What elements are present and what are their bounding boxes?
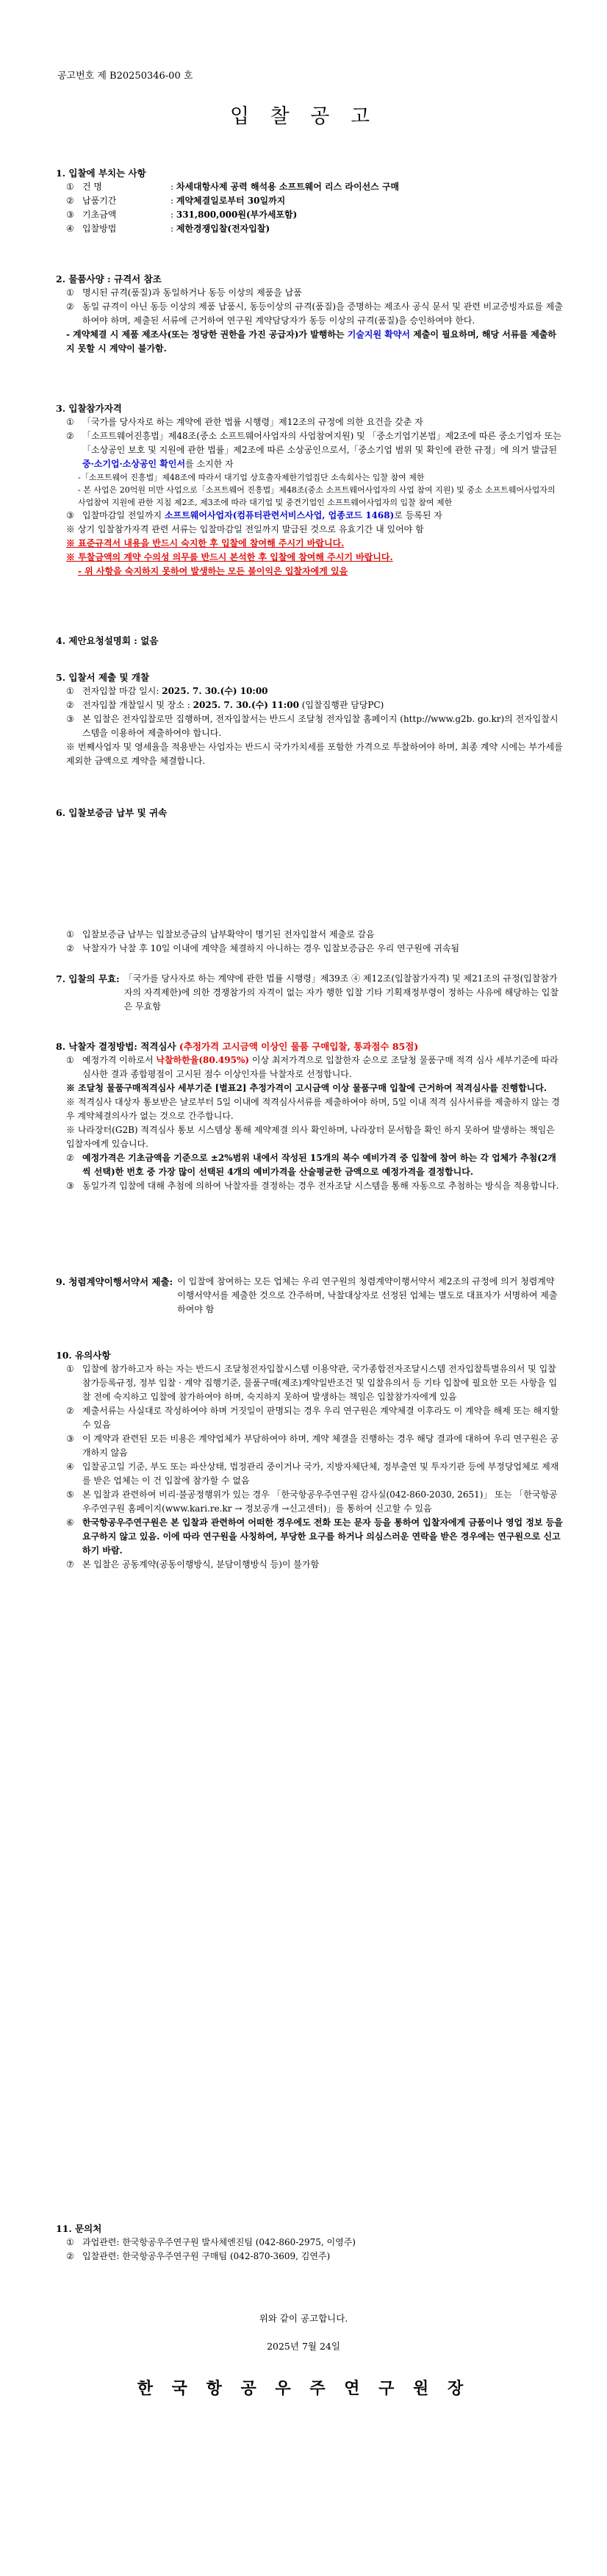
notice-date: 2025년 7월 24일 xyxy=(267,2341,340,2352)
notice-number: 공고번호 제 B20250346-00 호 xyxy=(57,71,193,82)
award-note: ※ 적격심사 대상자 통보받은 날로부터 5일 이내에 적격심사서류를 제출하여야 하며, 5일 이내 적격 심사서류를 제출하지 않는 경우 계약체결의사가 없는 것으로 간주합니다. xyxy=(66,1097,560,1121)
item-value: 차세대항사제 공력 해석용 소프트웨어 리스 라이선스 구매 xyxy=(176,182,400,192)
warning-spec: ※ 표준규격서 내용을 반드시 숙지한 후 입찰에 참여해 주시기 바랍니다. xyxy=(66,538,345,548)
integrity-text: 이 입찰에 참여하는 모든 업체는 우리 연구원의 청렴계약이행서약서 제2조의 규정에 의거 청렴계약이행서약서를 제출한 것으로 간주하며, 낙찰대상자로 선정된 업체는 별도로 대표자가 서명하여 제출하여야 함 xyxy=(177,1276,558,1314)
item-mark: ① xyxy=(66,182,74,192)
deposit-item: 낙찰자가 낙찰 후 10일 이내에 계약을 체결하지 아니하는 경우 입찰보증금은 우리 연구원에 귀속됨 xyxy=(82,943,460,954)
award-item-2: 예정가격은 기초금액을 기준으로 ±2%범위 내에서 작성된 15개의 복수 예비가격 중 입찰에 참여 하는 각 업체가 추첨(2개씩 선택)한 번호 중 가장 많이 선택된 4개의 예비가격을 산술평균한 금액으로 예정가격을 결정합니다. xyxy=(82,1153,556,1177)
award-note: ※ 조달청 물품구매적격심사 세부기준 [별표2] 추정가격이 고시금액 이상 물품구매 입찰에 근거하여 적격심사를 진행합니다. xyxy=(66,1083,547,1093)
eligibility-sub-note: - 본 사업은 20억원 미만 사업으로「소프트웨어 진흥법」제48조(중소 소프트웨어사업자의 사업 참여 지원) 및 중소 소프트웨어사업자의 사업참여 지원에 관한 지침 제2조, 제3조에 따라 대기업 및 중견기업인 소프트웨어사업자의 입찰 참여 제한 xyxy=(78,485,556,507)
contact-item: 과업관련: 한국항공우주연구원 발사체엔진팀 (042-860-2975, 이영주) xyxy=(82,2237,356,2247)
tech-support-note: - 계약체결 시 제품 제조사(또는 정당한 권한을 가진 공급자)가 발행하는 기술지원 확약서 제출이 필요하며, 해당 서류를 제출하지 못할 시 계약이 불가함. xyxy=(66,329,556,354)
deposit-item: 입찰보증금 납부는 입찰보증금의 납부확약이 명기된 전자입찰서 제출로 갈음 xyxy=(82,929,375,940)
item-key: 기초금액 xyxy=(82,210,117,220)
item-text: 동일 규격이 아닌 동등 이상의 제품 납품시, 동등이상의 규격(품질)을 증명하는 제조사 공식 문서 및 관련 비교증빙자료를 제출 하여야 하며, 제출된 서류에 근거하여 연구원 계약담당자가 동등 이상의 규격(품질)을 승인하여야 한다. xyxy=(82,301,563,326)
section-heading: 11. 문의처 xyxy=(56,2223,102,2234)
signature: 한 국 항 공 우 주 연 구 원 장 xyxy=(137,2379,470,2398)
vat-note: ※ 번째사업자 및 영세율을 적용받는 사업자는 반드시 국가가치세를 포함한 가격으로 투찰하여야 하며, 최종 계약 시에는 부가세를 제외한 금액으로 계약을 체결합니다. xyxy=(66,742,563,766)
item-mark: ③ xyxy=(66,210,74,220)
section-eligibility: 3. 입찰참가자격 ① 「국가를 당사자로 하는 계약에 관한 법률 시행령」제12조의 규정에 의한 요건을 갖춘 자 ② 「소프트웨어진흥법」제48조(중소 소프트웨어사업자의 사업참여지원) 및 「중소기업기본법」제2조에 따른 중소기업자 또는「소상공인 보호 및 지원에 관한 법률」제2조에 따른 소상공인으로서,「중소기업 범위 및 확인에 관한 규정」에 의거 발급된 중·소기업·소상공인 확인서를 소지한 자 -「소프트웨어 진흥법」제48조에 따라서 대기업 상호출자제한기업집단 소속회사는 입찰 참여 제한 - 본 사업은 20억원 미만 사업으로「소프트웨어 진흥법」제48조(중소 소프트웨어사업자의 사업 참여 지원) 및 중소 소프트웨어사업자의 사업참여 지원에 관한 지침 제2조, 제3조에 따라 대기업 및 중견기업인 소프트웨어사업자의 입찰 참여 제한 ③ 입찰마감일 전일까지 소프트웨어사업자(컴퓨터관련서비스사업, 업종코드 1468)로 등록된 자 ※ 상기 입찰참가자격 관련 서류는 입찰마감일 전일까지 발급된 것으로 유효기간 내 있어야 함 ※ 표준규격서 내용을 반드시 숙지한 후 입찰에 참여해 주시기 바랍니다. ※ 투찰금액의 계약 수의성 의무를 반드시 본석한 후 입찰에 참여해 주시기 바랍니다. - 위 사항을 숙지하지 못하여 발생하는 모든 불이익은 입찰자에게 있음 xyxy=(56,401,563,579)
section-bid-items: 1. 입찰에 부치는 사항 ① 건 명 : 차세대항사제 공력 해석용 소프트웨어 리스 라이선스 구매 ② 납품기간 : 계약체결일로부터 30일까지 ③ 기초금액 : 331,800,000원(부가세포함) ④ 입찰방법 : 제한경쟁입찰(전자입찰) xyxy=(56,166,563,236)
section-heading: 3. 입찰참가자격 xyxy=(56,403,122,414)
caution-item-fraud: 한국항공우주연구원은 본 입찰과 관련하여 어떠한 경우에도 전화 또는 문자 등을 통하여 입찰자에게 금품이나 영업 정보 등을 요구하지 않고 있음. 이에 따라 연구원을 사칭하여, 부당한 요구를 하거나 의심스러운 연락을 받은 경우에는 연구원으로 신고하기 바람. xyxy=(82,1517,563,1556)
page-title: 입 찰 공 고 xyxy=(229,105,378,128)
eligibility-note: ※ 상기 입찰참가자격 관련 서류는 입찰마감일 전일까지 발급된 것으로 유효기간 내 있어야 함 xyxy=(66,524,424,534)
section-heading: 7. 입찰의 무효: xyxy=(56,973,120,984)
item-mark: ① xyxy=(66,287,74,298)
section-spec xyxy=(56,272,563,356)
eligibility-item-1: 「국가를 당사자로 하는 계약에 관한 법률 시행령」제12조의 규정에 의한 요건을 갖춘 자 xyxy=(82,417,423,427)
section-heading: 5. 입찰서 제출 및 개찰 xyxy=(56,672,150,683)
award-note: ※ 나라장터(G2B) 적격심사 통보 시스템상 통해 제약제결 의사 확인하며, 나라장터 문서함을 확인 하지 못하여 발생하는 책임은 입찰자에게 있습니다. xyxy=(66,1125,555,1149)
award-item-3: 동일가격 입찰에 대해 추첨에 의하여 낙찰자를 결정하는 경우 전자조달 시스템을 통해 자동으로 추첨하는 방식을 적용합니다. xyxy=(82,1181,559,1191)
deadline: 전자입찰 마감 일시: 2025. 7. 30.(수) 10:00 xyxy=(82,686,268,696)
caution-item: 입찰에 참가하고자 하는 자는 반드시 조달청전자입찰시스템 이용약관, 국가종합전자조달시스템 전자입찰특별유의서 및 입찰참가등록규정, 정부 입찰 · 계약 집행기준, 물품구매(제조)계약일반조건 및 입찰유의서 등 기타 입찰에 필요한 모든 사항을 입찰 전에 숙지하고 입찰에 참가하여야 하며, 숙지하지 못하여 발생하는 책임은 입찰참가자에게 있음 xyxy=(82,1364,558,1402)
eligibility-sub-note: -「소프트웨어 진흥법」제48조에 따라서 대기업 상호출자제한기업집단 소속회사는 입찰 참여 제한 xyxy=(78,473,425,482)
item-value: 계약체결일로부터 30일까지 xyxy=(176,196,286,206)
tech-support-highlight: 기술지원 확약서 xyxy=(347,329,411,340)
caution-item: 입찰공고일 기준, 부도 또는 파산상태, 법정관리 중이거나 국가, 지방자체단체, 정부출연 및 투자기관 등에 부정당업체로 제재를 받은 업체는 이 건 입찰에 참가할 수 없음 xyxy=(82,1461,559,1486)
caution-item: 이 계약과 관련된 모든 비용은 계약업체가 부담하여야 하며, 계약 체결을 진행하는 경우 해당 결과에 대하여 우리 연구원은 공개하지 않음 xyxy=(82,1434,559,1458)
section-submission: 5. 입찰서 제출 및 개찰 ① 전자입찰 마감 일시: 2025. 7. 30.(수) 10:00 ② 전자입찰 개찰일시 및 장소 : 2025. 7. 30.(수) 11:00 (입찰집행관 담당PC) ③ 본 입찰은 전자입찰로만 집행하며, 전자입찰서는 반드시 조달청 전자입찰 홈페이지 (http://www.g2b. go.kr)의 전자입찰시스템을 이용하여 제출하여야 합니다. ※ 번째사업자 및 영세율을 적용받는 사업자는 반드시 국가가치세를 포함한 가격으로 투찰하여야 하며, 최종 계약 시에는 부가세를 제외한 금액으로 계약을 체결합니다. xyxy=(56,670,563,768)
section-heading: 9. 청렴계약이행서약서 제출: xyxy=(56,1276,173,1287)
section-invalid xyxy=(56,972,563,1014)
section-heading: 4. 제안요청설명회 : 없음 xyxy=(56,635,159,646)
section-heading: 1. 입찰에 부치는 사항 xyxy=(56,168,146,179)
warning-liability: - 위 사항을 숙지하지 못하여 발생하는 모든 불이익은 입찰자에게 있음 xyxy=(78,566,348,576)
invalid-text: 「국가를 당사자로 하는 계약에 관한 법률 시행령」제39조 ④ 제12조(입찰참가자격) 및 제21조의 규정(입찰참가자의 자격제한)에 의한 경쟁참가의 자격이 없는 자가 행한 입찰 기타 기획재정부령이 정하는 사유에 해당하는 입찰은 무효함 xyxy=(123,973,559,1012)
submission-note: 본 입찰은 전자입찰로만 집행하며, 전자입찰서는 반드시 조달청 전자입찰 홈페이지 (http://www.g2b. go.kr)의 전자입찰시스템을 이용하여 제출하여야 합니다. xyxy=(82,714,558,738)
item-key: 입찰방법 xyxy=(82,223,117,234)
item-value: 제한경쟁입찰(전자입찰) xyxy=(176,223,270,234)
section-award: 8. 낙찰자 결정방법: 적격심사 (추정가격 고시금액 이상인 물품 구매입찰, 통과점수 85점) ① 예정가격 이하로서 낙찰하한율(80.495%) 이상 최저가격으로 입찰한자 순으로 조달청 물품구매 적격 심사 세부기준에 따라 심사한 결과 종합평점이 고시된 점수 이상인자를 낙찰자로 선정합니다. ※ 조달청 물품구매적격심사 세부기준 [별표2] 추정가격이 고시금액 이상 물품구매 입찰에 근거하여 적격심사를 진행합니다. ※ 적격심사 대상자 통보받은 날로부터 5일 이내에 적격심사서류를 제출하여야 하며, 5일 이내 적격 심사서류를 제출하지 않는 경우 계약체결의사가 없는 것으로 간주합니다. ※ 나라장터(G2B) 적격심사 통보 시스템상 통해 제약제결 의사 확인하며, 나라장터 문서함을 확인 하지 못하여 발생하는 책임은 입찰자에게 있습니다. ② 예정가격은 기초금액을 기준으로 ±2%범위 내에서 작성된 15개의 복수 예비가격 중 입찰에 참여 하는 각 업체가 추첨(2개씩 선택)한 번호 중 가장 많이 선택된 4개의 예비가격을 산술평균한 금액으로 예정가격을 결정합니다. ③ 동일가격 입찰에 대해 추첨에 의하여 낙찰자를 결정하는 경우 전자조달 시스템을 통해 자동으로 추첨하는 방식을 적용합니다. xyxy=(56,1040,563,1193)
item-key: 건 명 xyxy=(82,182,102,192)
item-text: 명시된 규격(품질)과 동일하거나 동등 이상의 제품을 납품 xyxy=(82,287,302,298)
caution-item: 제출서류는 사실대로 작성하여야 하며 거짓일이 판명되는 경우 우리 연구원은 계약체결 이후라도 이 계약을 해제 또는 해지할 수 있음 xyxy=(82,1406,559,1430)
warning-bid: ※ 투찰금액의 계약 수의성 의무를 반드시 본석한 후 입찰에 참여해 주시기 바랍니다. xyxy=(66,552,393,562)
section-deposit-items: ① 입찰보증금 납부는 입찰보증금의 납부확약이 명기된 전자입찰서 제출로 갈음 ② 낙찰자가 낙찰 후 10일 이내에 계약을 체결하지 아니하는 경우 입찰보증금은 우리 연구원에 귀속됨 xyxy=(56,928,563,956)
section-heading: 8. 낙찰자 결정방법: 적격심사 (추정가격 고시금액 이상인 물품 구매입찰, 통과점수 85점) xyxy=(56,1041,419,1052)
section-contact: 11. 문의처 ① 과업관련: 한국항공우주연구원 발사체엔진팀 (042-860-2975, 이영주) ② 입찰관련: 한국항공우주연구원 구매팀 (042-870-3609, 김연주) xyxy=(56,2222,563,2264)
opening-time: 전자입찰 개찰일시 및 장소 : 2025. 7. 30.(수) 11:00 (입찰집행관 담당PC) xyxy=(82,700,384,710)
section-heading: 6. 입찰보증금 납부 및 귀속 xyxy=(56,807,168,818)
section-heading: 10. 유의사항 xyxy=(56,1350,111,1361)
eligibility-item-3: 입찰마감일 전일까지 소프트웨어사업자(컴퓨터관련서비스사업, 업종코드 1468)로 등록된 자 xyxy=(82,510,442,520)
award-item-1: 예정가격 이하로서 낙찰하한율(80.495%) 이상 최저가격으로 입찰한자 순으로 조달청 물품구매 적격 심사 세부기준에 따라 심사한 결과 종합평점이 고시된 점수 이상인자를 낙찰자로 선정합니다. xyxy=(82,1055,558,1079)
section-integrity xyxy=(56,1275,563,1317)
item-value: 331,800,000원(부가세포함) xyxy=(176,210,298,220)
section-deposit xyxy=(56,806,563,820)
eligibility-item-2: 「소프트웨어진흥법」제48조(중소 소프트웨어사업자의 사업참여지원) 및 「중소기업기본법」제2조에 따른 중소기업자 또는「소상공인 보호 및 지원에 관한 법률」제2조에 따른 소상공인으로서,「중소기업 범위 및 확인에 관한 규정」에 의거 발급된 중·소기업·소상공인 확인서를 소지한 자 xyxy=(82,431,561,469)
closing-text: 위와 같이 공고합니다. xyxy=(259,2313,348,2324)
section-heading: 2. 물품사양 : 규격서 참조 xyxy=(56,273,162,285)
section-cautions: 10. 유의사항 ① 입찰에 참가하고자 하는 자는 반드시 조달청전자입찰시스템 이용약관, 국가종합전자조달시스템 전자입찰특별유의서 및 입찰참가등록규정, 정부 입찰 · 계약 집행기준, 물품구매(제조)계약일반조건 및 입찰유의서 등 기타 입찰에 필요한 모든 사항을 입찰 전에 숙지하고 입찰에 참가하여야 하며, 숙지하지 못하여 발생하는 책임은 입찰참가자에게 있음 ② 제출서류는 사실대로 작성하여야 하며 거짓일이 판명되는 경우 우리 연구원은 계약체결 이후라도 이 계약을 해제 또는 해지할 수 있음 ③ 이 계약과 관련된 모든 비용은 계약업체가 부담하여야 하며, 계약 체결을 진행하는 경우 해당 결과에 대하여 우리 연구원은 공개하지 않음 ④ 입찰공고일 기준, 부도 또는 파산상태, 법정관리 중이거나 국가, 지방자체단체, 정부출연 및 투자기관 등에 부정당업체로 제재를 받은 업체는 이 건 입찰에 참가할 수 없음 ⑤ 본 입찰과 관련하여 비리·불공정행위가 있는 경우 「한국항공우주연구원 감사실(042-860-2030, 2651)」 또는 「한국항공우주연구원 홈페이지(www.kari.re.kr → 정보공개 →신고센터)」를 통하여 신고할 수 있음 ⑥ 한국항공우주연구원은 본 입찰과 관련하여 어떠한 경우에도 전화 또는 문자 등을 통하여 입찰자에게 금품이나 영업 정보 등을 요구하지 않고 있음. 이에 따라 연구원을 사칭하여, 부당한 요구를 하거나 의심스러운 연락을 받은 경우에는 연구원으로 신고하기 바람. ⑦ 본 입찰은 공동계약(공동이행방식, 분담이행방식 등)이 불가함 xyxy=(56,1348,563,1572)
item-mark: ② xyxy=(66,301,74,312)
contact-item: 입찰관련: 한국항공우주연구원 구매팀 (042-870-3609, 김연주) xyxy=(82,2251,331,2261)
item-key: 납품기간 xyxy=(82,196,117,206)
item-mark: ② xyxy=(66,196,74,206)
section-briefing xyxy=(56,634,563,648)
caution-item: 본 입찰과 관련하여 비리·불공정행위가 있는 경우 「한국항공우주연구원 감사실(042-860-2030, 2651)」 또는 「한국항공우주연구원 홈페이지(www.kari.re.kr → 정보공개 →신고센터)」를 통하여 신고할 수 있음 xyxy=(82,1489,558,1514)
caution-item: 본 입찰은 공동계약(공동이행방식, 분담이행방식 등)이 불가함 xyxy=(82,1559,320,1570)
item-mark: ④ xyxy=(66,223,74,234)
